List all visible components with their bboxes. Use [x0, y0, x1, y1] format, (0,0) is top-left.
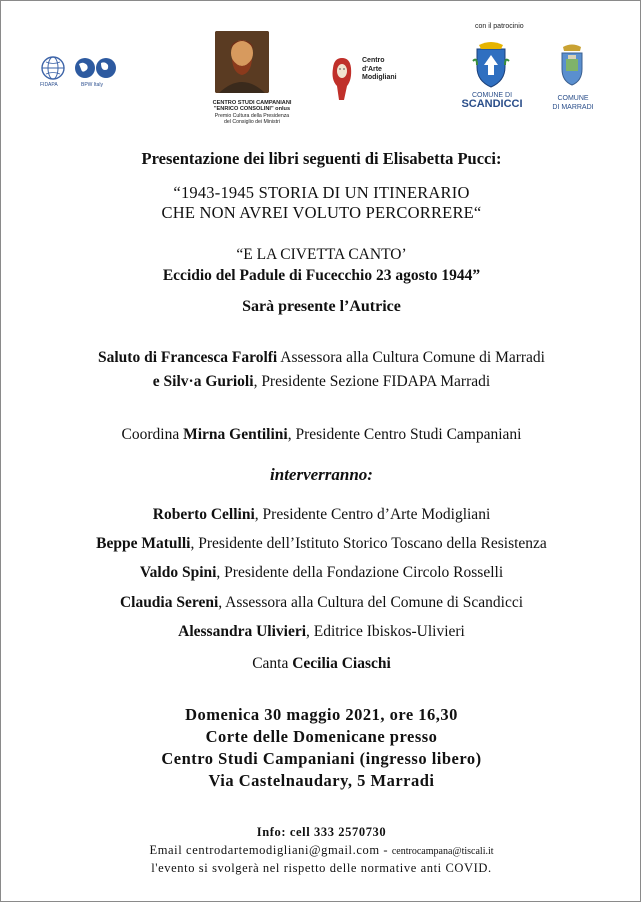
event-date: Domenica 30 maggio 2021, ore 16,30	[185, 705, 458, 724]
greeting-role2: , Presidente Sezione FIDAPA Marradi	[253, 373, 491, 390]
speakers-heading: interverranno:	[270, 465, 373, 484]
book2-subtitle: Eccidio del Padule di Fucecchio 23 agosto 1944”	[162, 267, 481, 284]
centro-arte-line1: Centro	[362, 57, 385, 64]
world-map-icon	[73, 55, 119, 81]
author-present: Sarà presente l’Autrice	[242, 298, 401, 315]
intro-heading: Presentazione dei libri seguenti di Elisabetta Pucci:	[141, 149, 502, 168]
centro-arte-logo	[327, 55, 357, 101]
scandicci-label	[459, 91, 525, 109]
scandicci-line1: COMUNE DI	[471, 92, 513, 99]
centro-studi-subtitle: "ENRICO CONSOLINI" onlus	[213, 106, 291, 113]
book2-title: “E LA CIVETTA CANTO’	[236, 246, 407, 263]
speaker-role: , Presidente della Fondazione Circolo Rosselli	[216, 564, 504, 581]
book1-title-line1: “1943-1945 STORIA DI UN ITINERARIO	[173, 183, 470, 202]
coordinator-name: Mirna Gentilini	[183, 426, 288, 443]
event-venue-line1: Corte delle Domenicane presso	[205, 727, 438, 746]
email-primary: Email centrodartemodigliani@gmail.com -	[149, 843, 392, 857]
coordinator-role: , Presidente Centro Studi Campaniani	[287, 426, 522, 443]
fidapa-label: FIDAPA	[40, 82, 58, 88]
centro-arte-line3: Modigliani	[362, 74, 397, 81]
book1-title-line2: CHE NON AVREI VOLUTO PERCORRERE“	[161, 203, 482, 222]
centro-studi-award: Premio Cultura della Presidenza	[214, 112, 290, 119]
modigliani-face-icon	[327, 55, 357, 101]
bpw-label: BPW Italy	[81, 82, 103, 88]
speaker-line	[1, 564, 642, 582]
speaker-line	[1, 623, 642, 641]
email-secondary: centrocampana@tiscali.it	[391, 846, 494, 857]
greeting-line1	[1, 349, 642, 367]
fidapa-logo	[37, 55, 69, 87]
coordinator-prefix: Coordina	[121, 426, 184, 443]
speaker-role: , Editrice Ibiskos-Ulivieri	[306, 623, 465, 640]
speaker-name: Alessandra Ulivieri	[178, 623, 307, 640]
speaker-role: , Assessora alla Cultura del Comune di Scandicci	[218, 594, 524, 611]
speaker-line	[1, 506, 642, 524]
covid-notice: l'evento si svolgerà nel rispetto delle normative anti COVID.	[151, 861, 492, 875]
consolini-portrait	[215, 31, 269, 93]
globe-icon	[37, 55, 69, 81]
marradi-line1: COMUNE	[557, 95, 589, 102]
speaker-name: Beppe Matulli	[96, 535, 191, 552]
centro-studi-award2: del Consiglio dei Ministri	[224, 119, 280, 126]
greeting-conj: e	[152, 373, 164, 390]
marradi-crest	[558, 43, 586, 89]
speaker-name: Valdo Spini	[139, 564, 217, 581]
centro-studi-name: CENTRO STUDI CAMPANIANI	[212, 100, 292, 106]
scandicci-line2: SCANDICCI	[461, 98, 523, 110]
greeting-prefix: Saluto di	[97, 349, 161, 366]
speaker-line	[1, 594, 642, 612]
coordinator-line	[1, 426, 642, 444]
singer-name: Cecilia Ciaschi	[292, 655, 391, 672]
coat-of-arms-icon	[471, 41, 511, 89]
greeting-line2	[1, 373, 642, 391]
marradi-line2: DI MARRADI	[552, 104, 594, 111]
singer-line	[1, 655, 642, 673]
book1-title	[1, 183, 642, 223]
patrocinio-label: con il patrocinio	[475, 23, 524, 30]
event-address: Via Castelnaudary, 5 Marradi	[208, 771, 435, 790]
portrait-image	[215, 31, 269, 93]
contact-emails	[1, 843, 642, 858]
greeting-role1: Assessora alla Cultura Comune di Marradi	[277, 349, 545, 366]
event-venue-line2: Centro Studi Campaniani (ingresso libero)	[161, 749, 482, 768]
scandicci-crest	[471, 41, 511, 89]
speaker-name: Roberto Cellini	[152, 506, 255, 523]
marradi-label	[547, 94, 599, 112]
greeting-name2: Silv·a Gurioli	[163, 373, 254, 390]
speaker-name: Claudia Sereni	[119, 594, 219, 611]
speaker-role: , Presidente dell’Istituto Storico Toscano della Resistenza	[190, 535, 547, 552]
info-phone: Info: cell 333 2570730	[256, 825, 387, 839]
coat-of-arms-icon	[558, 43, 586, 89]
speaker-line	[1, 535, 642, 553]
bpw-logo	[73, 55, 119, 87]
speaker-role: , Presidente Centro d’Arte Modigliani	[254, 506, 491, 523]
centro-arte-label	[362, 57, 397, 83]
centro-arte-line2: d'Arte	[362, 65, 382, 73]
singer-prefix: Canta	[252, 655, 293, 672]
greeting-name1: Francesca Farolfi	[160, 349, 278, 366]
centro-studi-caption	[193, 100, 311, 126]
